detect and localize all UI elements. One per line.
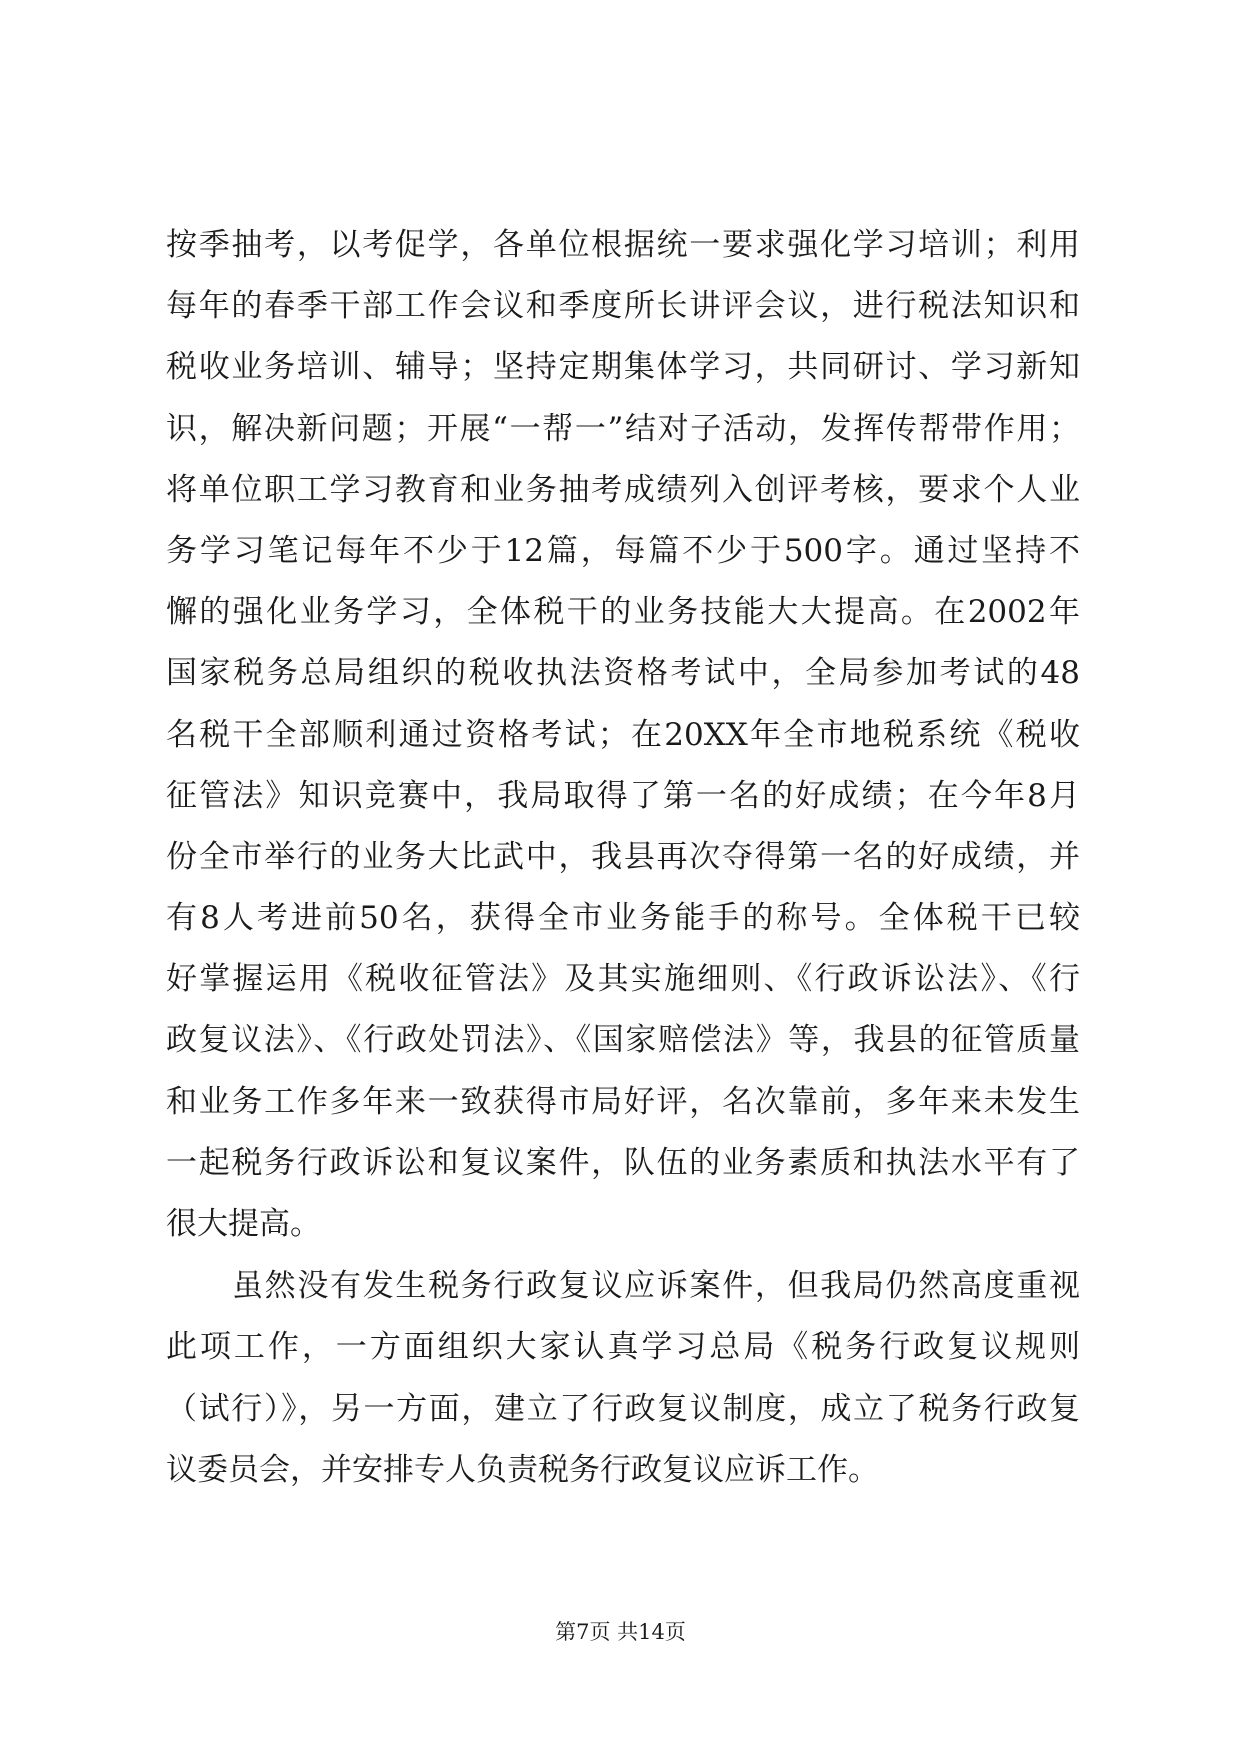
paragraph-1 — [166, 222, 1080, 1262]
text-line: 每年的春季干部工作会议和季度所长讲评会议，进行税法知识和 — [166, 288, 1080, 325]
text-line: 名税干全部顺利通过资格考试；在20XX年全市地税系统《税收 — [166, 716, 1080, 753]
text-line: 征管法》知识竞赛中，我局取得了第一名的好成绩；在今年8月 — [166, 777, 1080, 814]
text-line: 一起税务行政诉讼和复议案件，队伍的业务素质和执法水平有了 — [166, 1144, 1080, 1181]
text-line: 虽然没有发生税务行政复议应诉案件，但我局仍然高度重视 — [232, 1268, 1080, 1305]
text-line: 识，解决新问题；开展“一帮一”结对子活动，发挥传帮带作用； — [166, 410, 1080, 447]
text-line: 很大提高。 — [166, 1206, 321, 1242]
text-line: 懈的强化业务学习，全体税干的业务技能大大提高。在2002年 — [166, 594, 1080, 631]
paragraph-2 — [166, 1263, 1080, 1508]
text-line: （试行）》，另一方面，建立了行政复议制度，成立了税务行政复 — [166, 1390, 1080, 1427]
text-line: 份全市举行的业务大比武中，我县再次夺得第一名的好成绩，并 — [166, 838, 1080, 875]
text-line: 政复议法》、《行政处罚法》、《国家赔偿法》等，我县的征管质量 — [166, 1022, 1080, 1059]
text-line: 此项工作，一方面组织大家认真学习总局《税务行政复议规则 — [166, 1329, 1080, 1366]
text-line: 税收业务培训、辅导；坚持定期集体学习，共同研讨、学习新知 — [166, 349, 1080, 386]
text-line: 按季抽考，以考促学，各单位根据统一要求强化学习培训；利用 — [166, 227, 1080, 263]
document-body — [166, 222, 1080, 1508]
text-line: 务学习笔记每年不少于12篇，每篇不少于500字。通过坚持不 — [166, 532, 1080, 569]
text-line: 国家税务总局组织的税收执法资格考试中，全局参加考试的48 — [166, 655, 1080, 692]
text-line: 将单位职工学习教育和业务抽考成绩列入创评考核，要求个人业 — [166, 471, 1080, 508]
page-number: 第7页 共14页 — [555, 1620, 686, 1644]
text-line: 和业务工作多年来一致获得市局好评，名次靠前，多年来未发生 — [166, 1083, 1080, 1120]
text-line: 议委员会，并安排专人负责税务行政复议应诉工作。 — [166, 1451, 879, 1488]
text-line: 有8人考进前50名，获得全市业务能手的称号。全体税干已较 — [166, 900, 1080, 937]
text-line: 好掌握运用《税收征管法》及其实施细则、《行政诉讼法》、《行 — [166, 961, 1080, 998]
